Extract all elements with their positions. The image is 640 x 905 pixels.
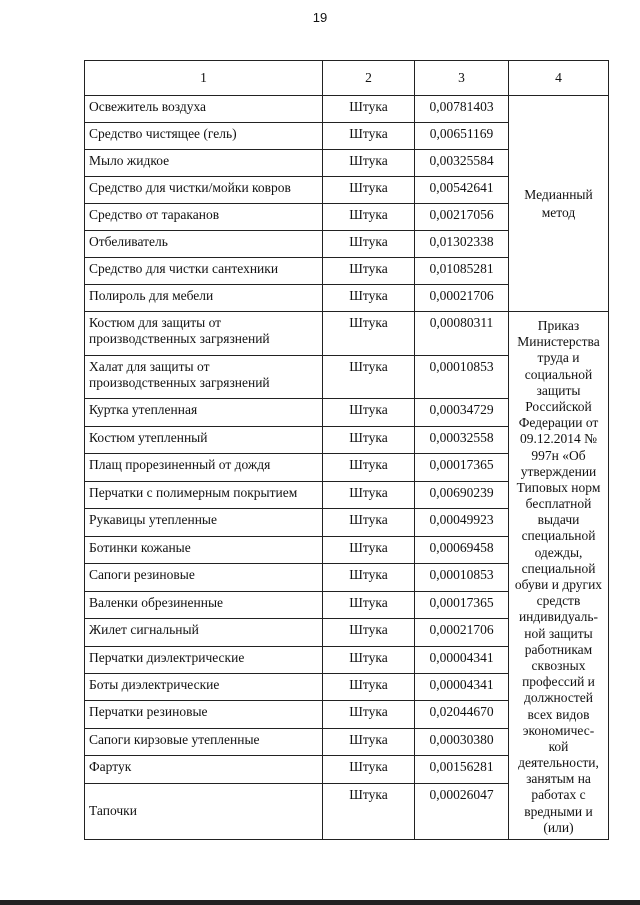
- item-name: Плащ прорезиненный от дождя: [85, 454, 323, 481]
- table-row: [85, 312, 609, 356]
- item-unit: Штука: [323, 96, 415, 123]
- item-name: Перчатки резиновые: [85, 701, 323, 728]
- table-row: [85, 96, 609, 123]
- item-unit: Штука: [323, 756, 415, 783]
- item-name: Перчатки диэлектрические: [85, 646, 323, 673]
- item-value: 0,00004341: [415, 646, 509, 673]
- item-unit: Штука: [323, 177, 415, 204]
- item-name: Освежитель воздуха: [85, 96, 323, 123]
- item-unit: Штука: [323, 646, 415, 673]
- item-unit: Штука: [323, 536, 415, 563]
- item-value: 0,00049923: [415, 509, 509, 536]
- item-value: 0,00004341: [415, 674, 509, 701]
- item-unit: Штука: [323, 426, 415, 453]
- item-value: 0,02044670: [415, 701, 509, 728]
- item-value: 0,00017365: [415, 591, 509, 618]
- norms-table: [84, 60, 609, 840]
- method-cell: Медианный метод: [509, 96, 609, 312]
- column-header-3: 3: [415, 61, 509, 96]
- item-unit: Штука: [323, 674, 415, 701]
- page-number: 19: [312, 10, 328, 25]
- item-name: Средство чистящее (гель): [85, 123, 323, 150]
- item-name: Тапочки: [85, 783, 323, 839]
- item-name: Сапоги кирзовые утепленные: [85, 728, 323, 755]
- scan-edge: [0, 900, 640, 905]
- item-value: 0,00069458: [415, 536, 509, 563]
- item-unit: Штука: [323, 564, 415, 591]
- regulation-cell: Приказ Министерства труда и социальной защиты Российской Федерации от 09.12.2014 № 997н «Об утверждении Типовых норм бесплатной выдачи специальной одежды, специальной обуви и других средств индивидуаль-ной защиты работникам сквозных профессий и должностей всех видов экономичес-кой деятельности, занятым на работах с вредными и (или): [509, 312, 609, 840]
- item-name: Сапоги резиновые: [85, 564, 323, 591]
- item-unit: Штука: [323, 728, 415, 755]
- item-unit: Штука: [323, 591, 415, 618]
- item-name: Костюм для защиты от производственных загрязнений: [85, 312, 323, 356]
- item-name: Костюм утепленный: [85, 426, 323, 453]
- item-value: 0,00651169: [415, 123, 509, 150]
- item-value: 0,01302338: [415, 231, 509, 258]
- item-name: Средство от тараканов: [85, 204, 323, 231]
- item-unit: Штука: [323, 150, 415, 177]
- item-value: 0,00017365: [415, 454, 509, 481]
- item-value: 0,00080311: [415, 312, 509, 356]
- item-unit: Штука: [323, 399, 415, 426]
- item-name: Средство для чистки сантехники: [85, 258, 323, 285]
- item-value: 0,00010853: [415, 355, 509, 399]
- item-unit: Штука: [323, 258, 415, 285]
- item-name: Фартук: [85, 756, 323, 783]
- item-unit: Штука: [323, 783, 415, 839]
- item-unit: Штука: [323, 312, 415, 356]
- column-header-1: 1: [85, 61, 323, 96]
- item-value: 0,00217056: [415, 204, 509, 231]
- item-name: Жилет сигнальный: [85, 619, 323, 646]
- item-value: 0,00021706: [415, 619, 509, 646]
- item-unit: Штука: [323, 123, 415, 150]
- item-name: Полироль для мебели: [85, 285, 323, 312]
- item-value: 0,00021706: [415, 285, 509, 312]
- item-value: 0,00156281: [415, 756, 509, 783]
- item-unit: Штука: [323, 619, 415, 646]
- item-name: Халат для защиты от производственных загрязнений: [85, 355, 323, 399]
- item-unit: Штука: [323, 355, 415, 399]
- item-name: Валенки обрезиненные: [85, 591, 323, 618]
- item-value: 0,00010853: [415, 564, 509, 591]
- column-header-4: 4: [509, 61, 609, 96]
- item-value: 0,00690239: [415, 481, 509, 508]
- item-unit: Штука: [323, 231, 415, 258]
- item-name: Куртка утепленная: [85, 399, 323, 426]
- item-unit: Штука: [323, 509, 415, 536]
- item-value: 0,01085281: [415, 258, 509, 285]
- item-value: 0,00781403: [415, 96, 509, 123]
- item-value: 0,00030380: [415, 728, 509, 755]
- item-name: Ботинки кожаные: [85, 536, 323, 563]
- item-name: Перчатки с полимерным покрытием: [85, 481, 323, 508]
- item-unit: Штука: [323, 285, 415, 312]
- item-value: 0,00542641: [415, 177, 509, 204]
- item-value: 0,00026047: [415, 783, 509, 839]
- column-header-2: 2: [323, 61, 415, 96]
- item-name: Мыло жидкое: [85, 150, 323, 177]
- item-name: Отбеливатель: [85, 231, 323, 258]
- item-unit: Штука: [323, 454, 415, 481]
- item-unit: Штука: [323, 481, 415, 508]
- item-name: Средство для чистки/мойки ковров: [85, 177, 323, 204]
- item-name: Рукавицы утепленные: [85, 509, 323, 536]
- header-row: [85, 61, 609, 96]
- item-value: 0,00032558: [415, 426, 509, 453]
- item-unit: Штука: [323, 701, 415, 728]
- item-name: Боты диэлектрические: [85, 674, 323, 701]
- item-value: 0,00325584: [415, 150, 509, 177]
- item-value: 0,00034729: [415, 399, 509, 426]
- item-unit: Штука: [323, 204, 415, 231]
